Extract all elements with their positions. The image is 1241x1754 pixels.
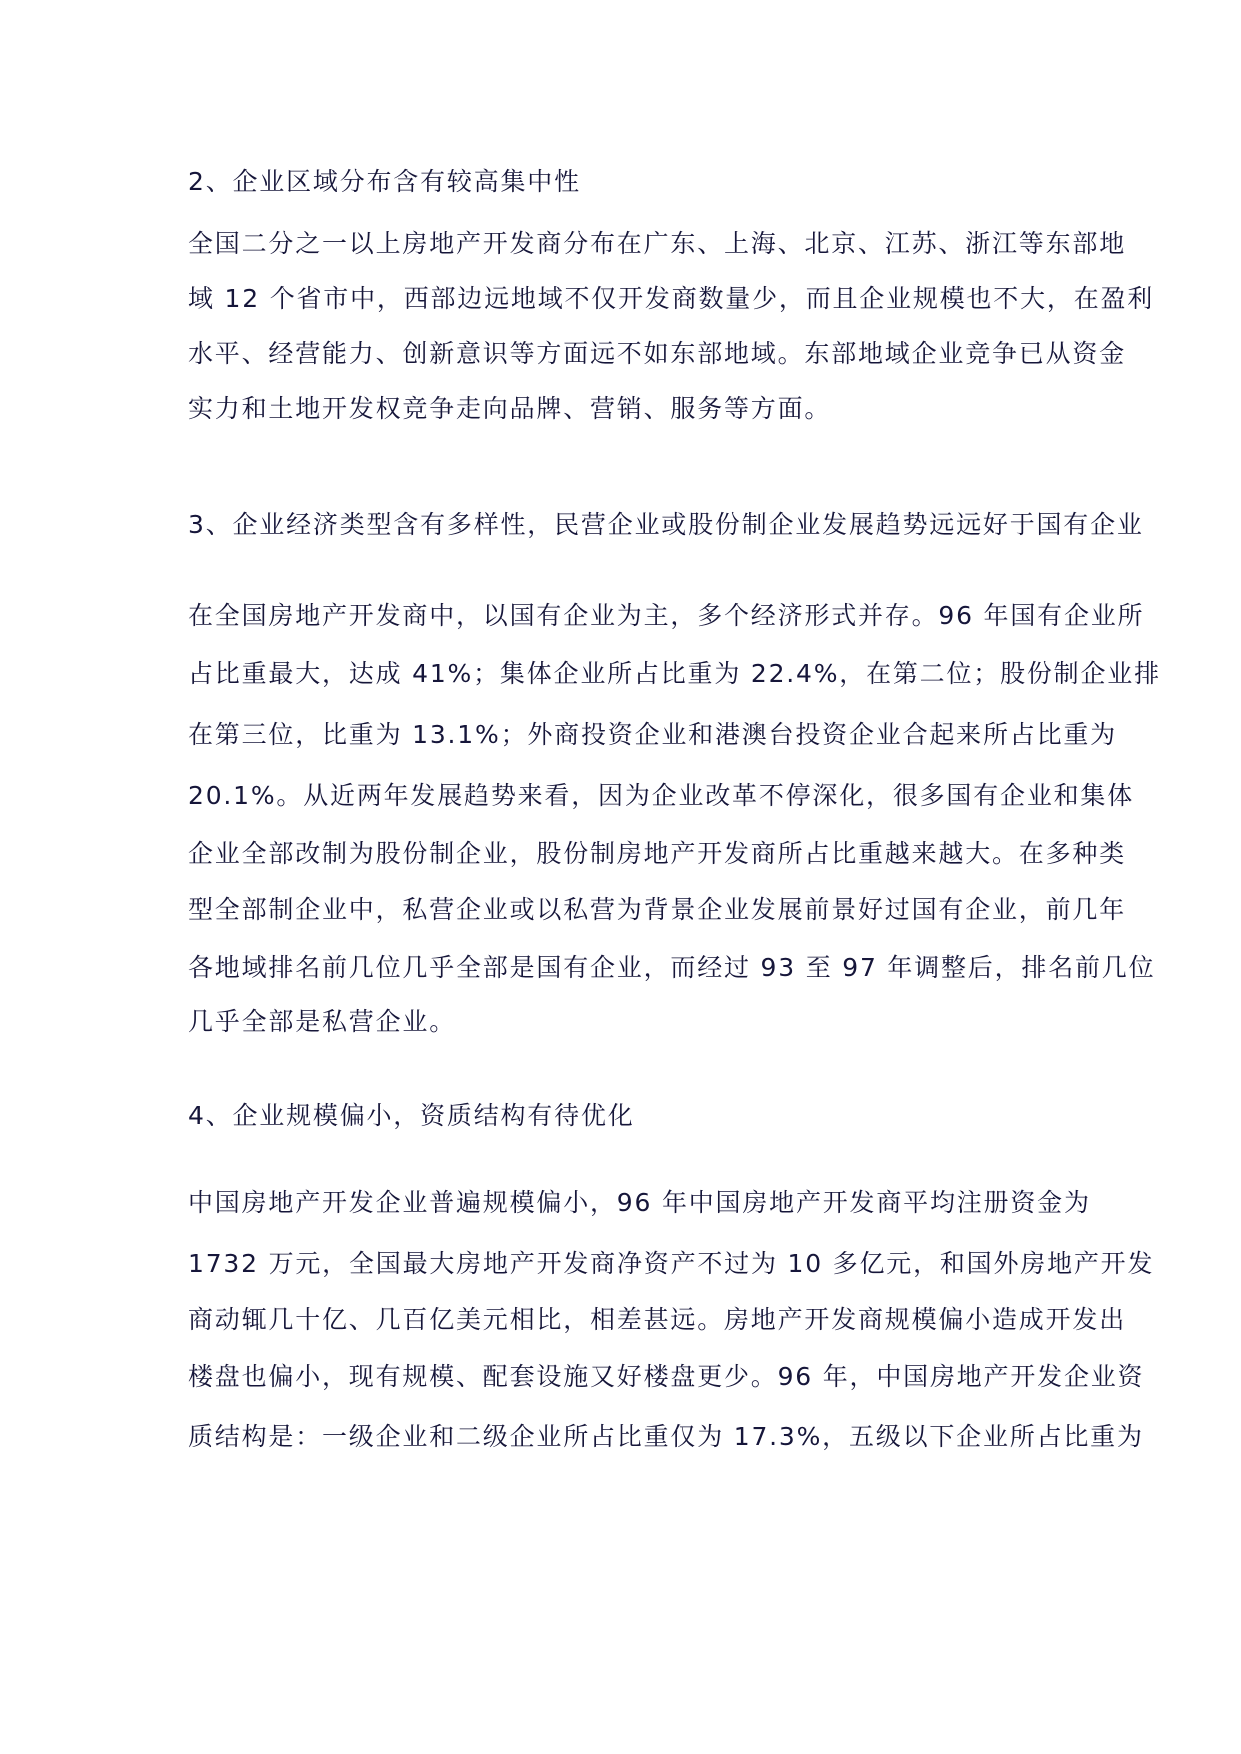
section-2-line-2: 域 12 个省市中，西部边远地域不仅开发商数量少，而且企业规模也不大，在盈利: [188, 284, 1155, 313]
section-3-line-1: 在全国房地产开发商中，以国有企业为主，多个经济形式并存。96 年国有企业所: [188, 601, 1145, 630]
section-2-line-1: 全国二分之一以上房地产开发商分布在广东、上海、北京、江苏、浙江等东部地: [188, 229, 1127, 258]
section-4-line-2: 1732 万元，全国最大房地产开发商净资产不过为 10 多亿元，和国外房地产开发: [188, 1249, 1155, 1278]
section-2-heading: 2、企业区域分布含有较高集中性: [188, 167, 581, 196]
section-4-line-5: 质结构是：一级企业和二级企业所占比重仅为 17.3%，五级以下企业所占比重为: [188, 1422, 1144, 1451]
section-3-line-5: 企业全部改制为股份制企业，股份制房地产开发商所占比重越来越大。在多种类: [188, 839, 1127, 868]
section-2-line-3: 水平、经营能力、创新意识等方面远不如东部地域。东部地域企业竞争已从资金: [188, 339, 1127, 368]
section-3-line-3: 在第三位，比重为 13.1%；外商投资企业和港澳台投资企业合起来所占比重为: [188, 720, 1117, 749]
section-3-line-2: 占比重最大，达成 41%；集体企业所占比重为 22.4%，在第二位；股份制企业排: [188, 659, 1161, 688]
section-3-line-7: 各地域排名前几位几乎全部是国有企业，而经过 93 至 97 年调整后，排名前几位: [188, 953, 1156, 982]
section-4-heading: 4、企业规模偏小，资质结构有待优化: [188, 1101, 635, 1130]
section-4-line-1: 中国房地产开发企业普遍规模偏小，96 年中国房地产开发商平均注册资金为: [188, 1188, 1091, 1217]
section-4-line-3: 商动辄几十亿、几百亿美元相比，相差甚远。房地产开发商规模偏小造成开发出: [188, 1305, 1127, 1334]
section-3-line-8: 几乎全部是私营企业。: [188, 1007, 457, 1036]
section-4-line-4: 楼盘也偏小，现有规模、配套设施又好楼盘更少。96 年，中国房地产开发企业资: [188, 1362, 1145, 1391]
section-3-heading: 3、企业经济类型含有多样性，民营企业或股份制企业发展趋势远远好于国有企业: [188, 510, 1144, 539]
section-3-line-6: 型全部制企业中，私营企业或以私营为背景企业发展前景好过国有企业，前几年: [188, 895, 1127, 924]
section-2-line-4: 实力和土地开发权竞争走向品牌、营销、服务等方面。: [188, 394, 832, 423]
section-3-line-4: 20.1%。从近两年发展趋势来看，因为企业改革不停深化，很多国有企业和集体: [188, 781, 1135, 810]
